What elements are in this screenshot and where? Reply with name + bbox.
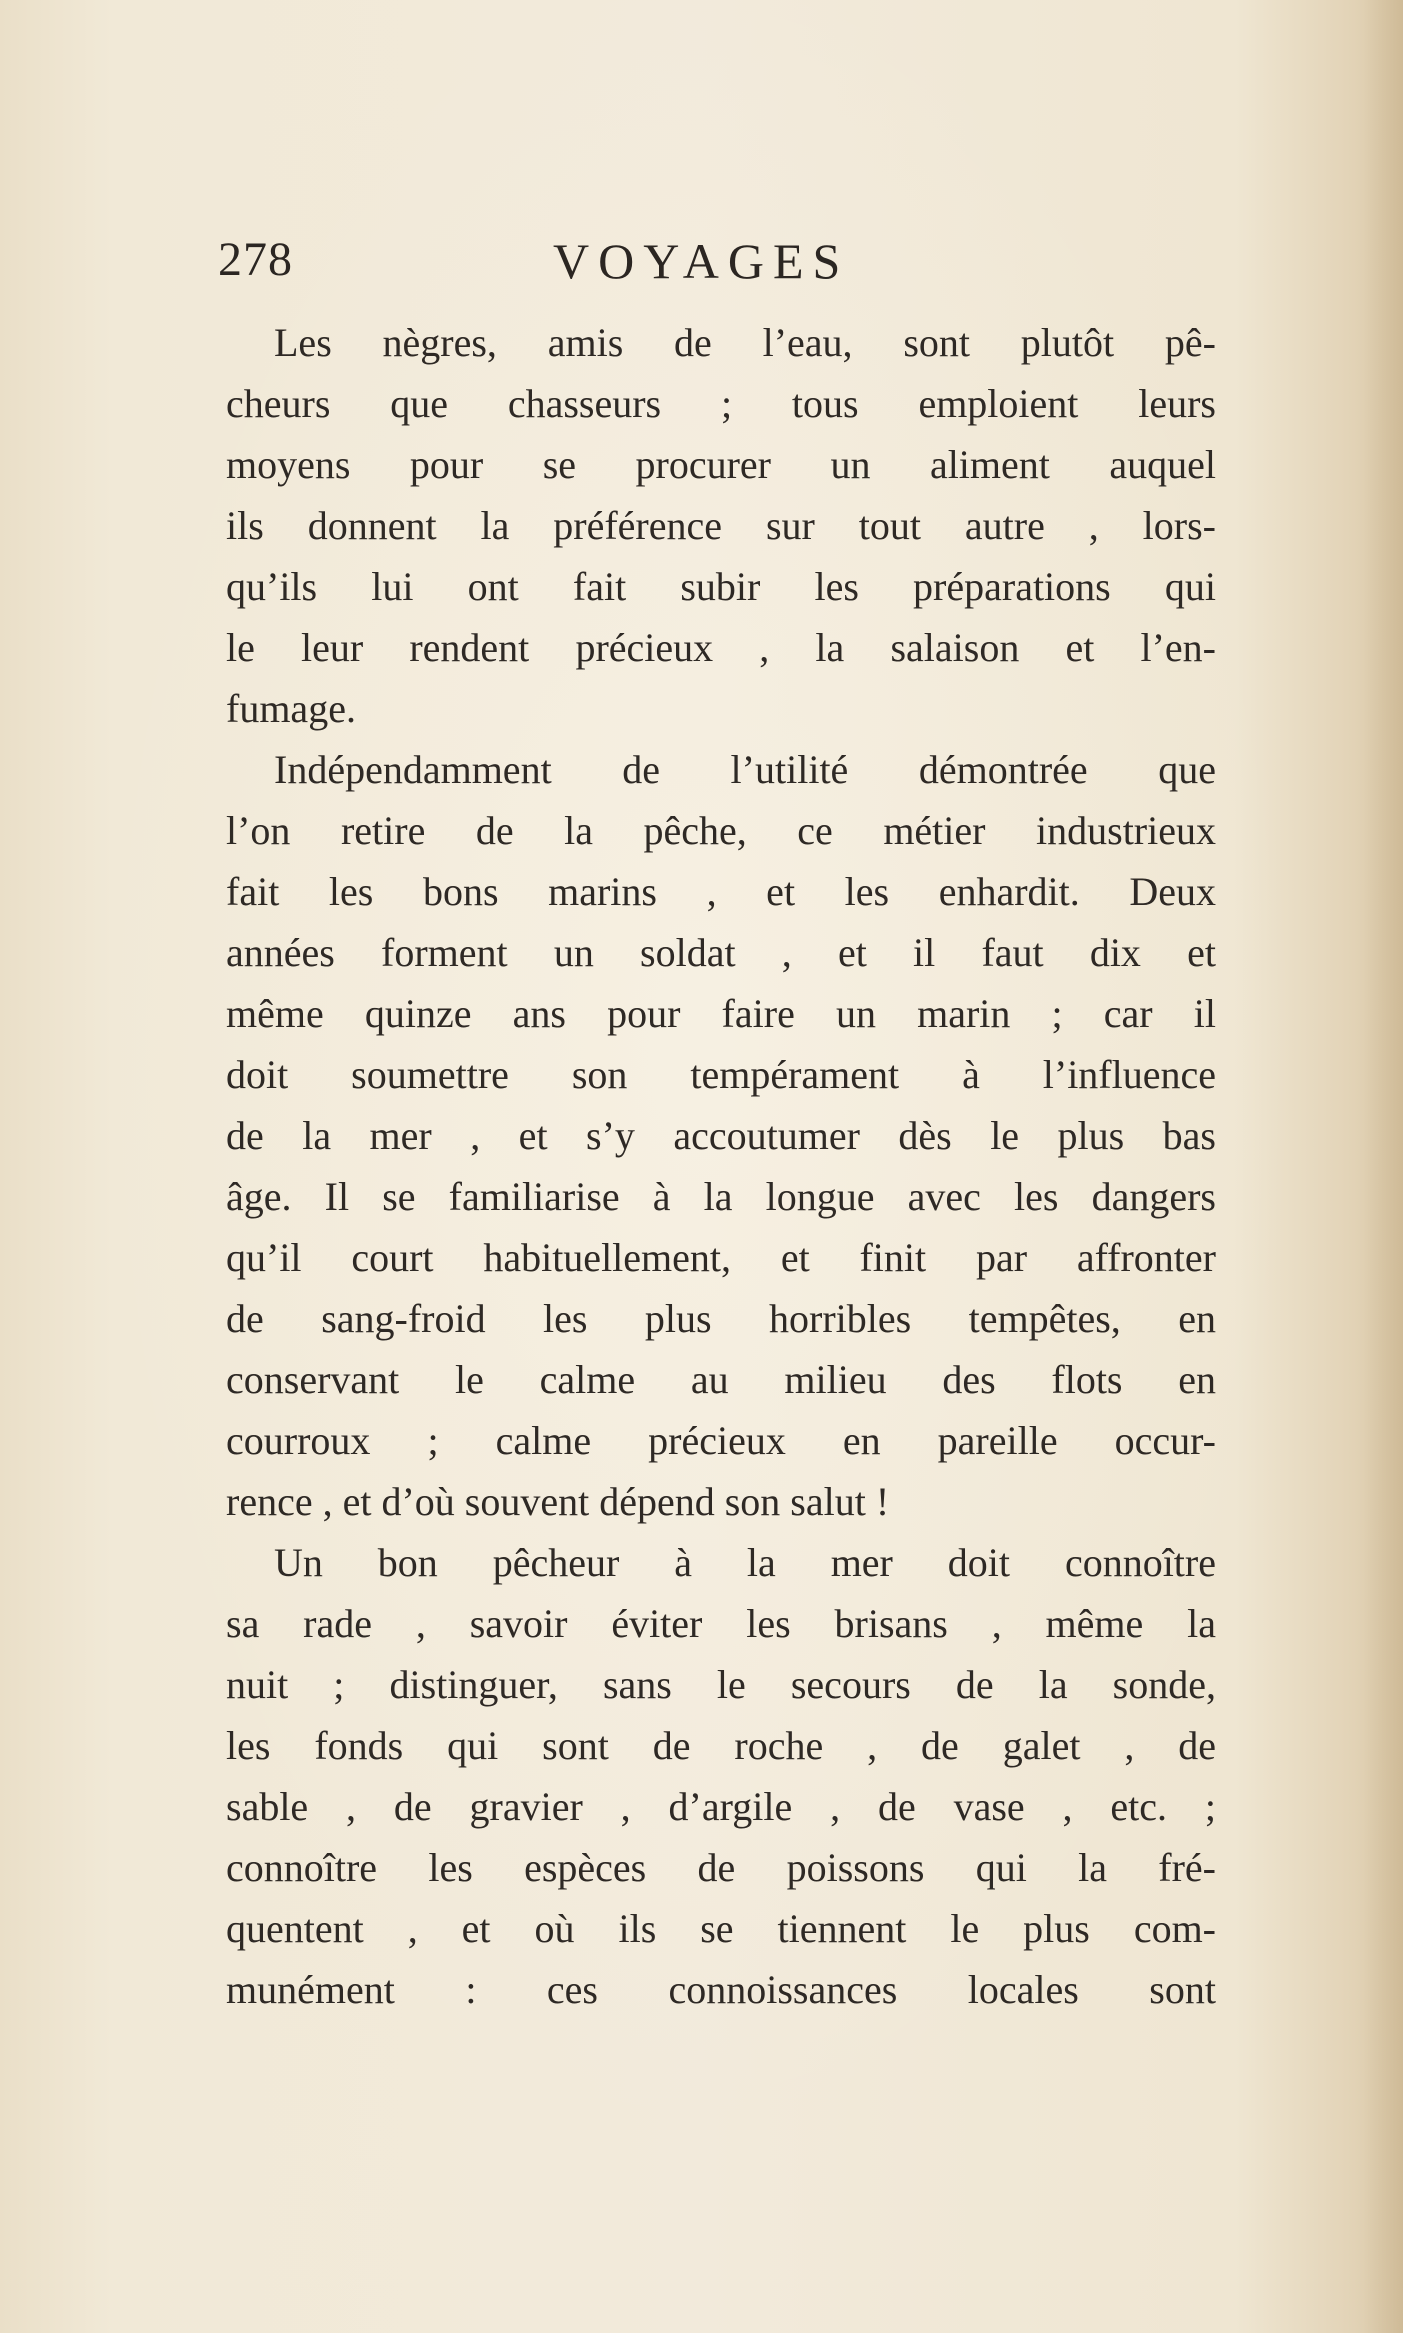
text-line: nuit ; distinguer, sans le secours de la sonde, xyxy=(226,1662,1216,1707)
text-line: Les nègres, amis de l’eau, sont plutôt pê- xyxy=(274,320,1216,365)
body-text xyxy=(226,312,1216,2020)
text-line: sable , de gravier , d’argile , de vase , etc. ; xyxy=(226,1784,1216,1829)
text-line: conservant le calme au milieu des flots en xyxy=(226,1357,1216,1402)
text-line: années forment un soldat , et il faut dix et xyxy=(226,930,1216,975)
text-line: quentent , et où ils se tiennent le plus com- xyxy=(226,1906,1216,1951)
text-line: le leur rendent précieux , la salaison et l’en- xyxy=(226,625,1216,670)
text-line: moyens pour se procurer un aliment auquel xyxy=(226,442,1216,487)
text-line: âge. Il se familiarise à la longue avec les dangers xyxy=(226,1174,1216,1219)
text-line: Indépendamment de l’utilité démontrée que xyxy=(274,747,1216,792)
page-number: 278 xyxy=(218,233,293,286)
text-line: Un bon pêcheur à la mer doit connoître xyxy=(274,1540,1216,1585)
text-line: sa rade , savoir éviter les brisans , même la xyxy=(226,1601,1216,1646)
text-line: connoître les espèces de poissons qui la fré- xyxy=(226,1845,1216,1890)
text-line: les fonds qui sont de roche , de galet , de xyxy=(226,1723,1216,1768)
text-line: fait les bons marins , et les enhardit. Deux xyxy=(226,869,1216,914)
text-line: de la mer , et s’y accoutumer dès le plus bas xyxy=(226,1113,1216,1158)
text-line: cheurs que chasseurs ; tous emploient leurs xyxy=(226,381,1216,426)
text-line: l’on retire de la pêche, ce métier industrieux xyxy=(226,808,1216,853)
text-line: doit soumettre son tempérament à l’influence xyxy=(226,1052,1216,1097)
page-header xyxy=(218,232,1218,292)
text-line: fumage. xyxy=(226,686,356,731)
text-line: qu’il court habituellement, et finit par affronter xyxy=(226,1235,1216,1280)
text-line: de sang-froid les plus horribles tempêtes, en xyxy=(226,1296,1216,1341)
text-line: qu’ils lui ont fait subir les préparations qui xyxy=(226,564,1216,609)
text-line: munément : ces connoissances locales sont xyxy=(226,1967,1216,2012)
running-title: VOYAGES xyxy=(553,233,850,289)
text-line: rence , et d’où souvent dépend son salut ! xyxy=(226,1479,890,1524)
text-line: courroux ; calme précieux en pareille occur- xyxy=(226,1418,1216,1463)
page-edge-shadow xyxy=(1363,0,1403,2333)
text-line: ils donnent la préférence sur tout autre , lors- xyxy=(226,503,1216,548)
text-line: même quinze ans pour faire un marin ; car il xyxy=(226,991,1216,1036)
